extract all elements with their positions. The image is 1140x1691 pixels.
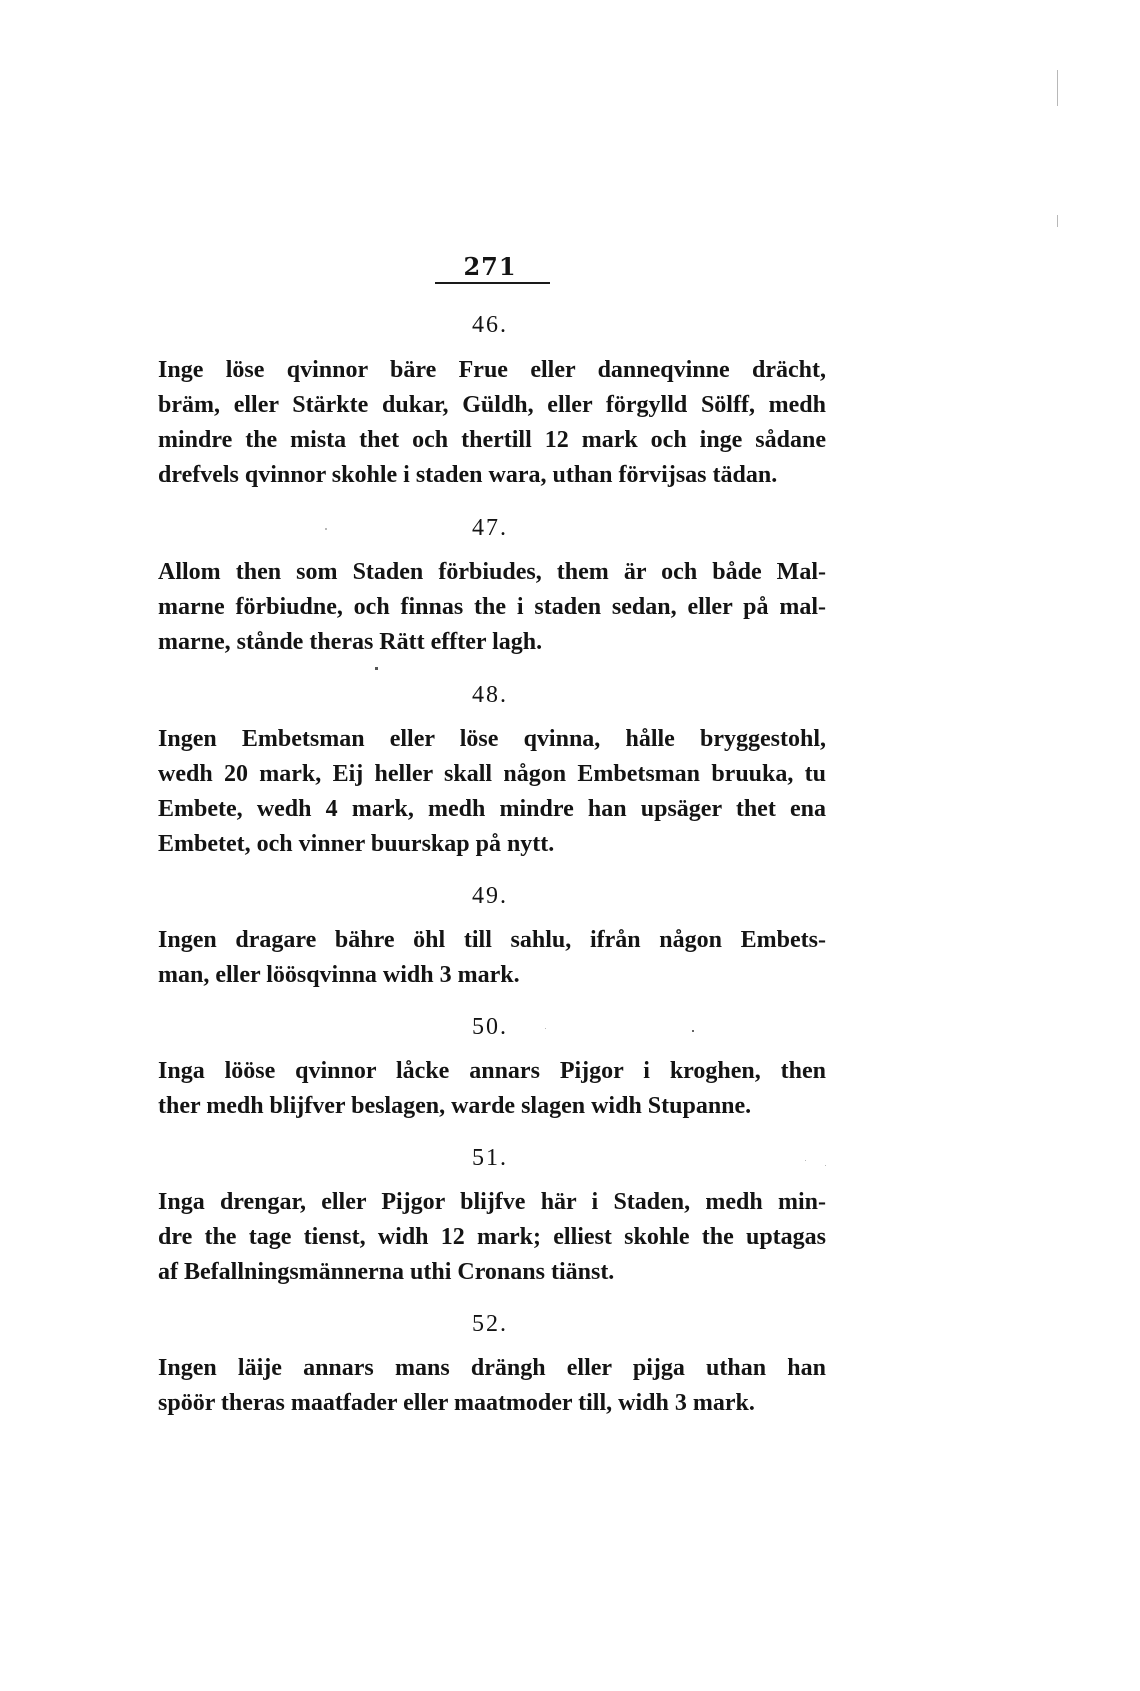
scan-speck [825, 1165, 826, 1166]
text-line: man, eller löösqvinna widh 3 mark. [158, 962, 520, 988]
scan-speck [545, 1028, 546, 1029]
text-line: bräm, eller Stärkte dukar, Güldh, eller förgylld Sölff, medh [158, 392, 826, 418]
text-line: ther medh blijfver beslagen, warde slagen widh Stupanne. [158, 1093, 752, 1119]
text-line: dre the tage tienst, widh 12 mark; elliest skohle the uptagas [158, 1224, 826, 1250]
text-line: Embete, wedh 4 mark, medh mindre han upsäger thet ena [158, 796, 826, 822]
section-number: 52. [472, 1311, 508, 1337]
section-number: 50. [472, 1014, 508, 1040]
section-number: 48. [472, 682, 508, 708]
section-number: 47. [472, 515, 508, 541]
scan-speck [805, 1160, 806, 1161]
scan-speck [692, 1030, 694, 1032]
scan-mark [1057, 215, 1058, 227]
page-number: 271 [463, 252, 517, 281]
section-number: 51. [472, 1145, 508, 1171]
text-line: Ingen dragare bähre öhl till sahlu, ifrån någon Embets- [158, 927, 826, 953]
text-line: marne förbiudne, och finnas the i staden sedan, eller på mal- [158, 594, 826, 620]
text-line: wedh 20 mark, Eij heller skall någon Embetsman bruuka, tu [158, 761, 826, 787]
text-line: Inge löse qvinnor bäre Frue eller danneqvinne drächt, [158, 357, 826, 383]
scan-speck [325, 528, 327, 530]
text-line: Inga drengar, eller Pijgor blijfve här i Staden, medh min- [158, 1189, 826, 1215]
scan-mark [1057, 70, 1058, 106]
scan-speck [375, 667, 378, 670]
text-line: Ingen läije annars mans drängh eller pijga uthan han [158, 1355, 826, 1381]
text-line: af Befallningsmännerna uthi Cronans tiänst. [158, 1259, 615, 1285]
text-line: marne, stånde theras Rätt effter lagh. [158, 629, 543, 655]
section-number: 49. [472, 883, 508, 909]
text-line: spöör theras maatfader eller maatmoder till, widh 3 mark. [158, 1390, 755, 1416]
section-number: 46. [472, 312, 508, 338]
header-rule [435, 282, 550, 284]
text-line: Inga lööse qvinnor låcke annars Pijgor i kroghen, then [158, 1058, 826, 1084]
text-line: Embetet, och vinner buurskap på nytt. [158, 831, 555, 857]
text-line: Allom then som Staden förbiudes, them är och både Mal- [158, 559, 826, 585]
text-line: Ingen Embetsman eller löse qvinna, hålle bryggestohl, [158, 726, 826, 752]
text-line: mindre the mista thet och thertill 12 mark och inge sådane [158, 427, 826, 453]
text-line: drefvels qvinnor skohle i staden wara, uthan förvijsas tädan. [158, 462, 778, 488]
